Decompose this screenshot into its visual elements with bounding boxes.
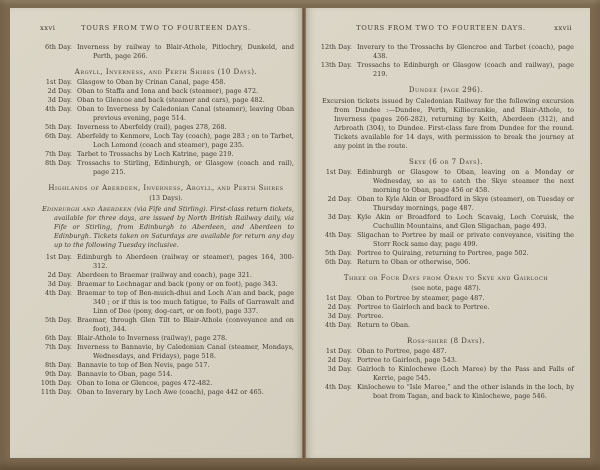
entry-text: Portree to Gairloch, page 543. [357, 356, 457, 364]
day-label: 3d Day. [327, 365, 352, 373]
day-label: 4th Day. [45, 289, 72, 297]
note-text: Excursion tickets issued by Caledonian Railway for the following excursion from Dundee :—Dundee, Perth, Killiecrankie, and Blair-Athole, to Inverness (pages 266-282), returning by Keith, Aberdeen (312), and Arbroath (304), to Dundee. First-class fare from Dundee for the round. Tickets available for 14 days, with permission to break the journey at any point in the route. [322, 97, 574, 150]
day-label: 6th Day. [45, 132, 72, 140]
itinerary-entry [38, 87, 294, 96]
section-heading: Skye (6 or 7 Days). [409, 158, 483, 166]
day-label: 5th Day. [45, 316, 72, 324]
day-label: 6th Day. [45, 43, 72, 51]
day-label: 3d Day. [47, 280, 72, 288]
page-body [38, 43, 294, 397]
tour-section [318, 274, 574, 330]
day-label: 9th Day. [45, 370, 72, 378]
day-label: 12th Day. [320, 43, 352, 51]
page-left [10, 8, 302, 458]
entry-text: Oban to Glencoe and back (steamer and cars), page 482. [77, 96, 265, 104]
itinerary-entry [318, 168, 574, 195]
itinerary-entry [38, 105, 294, 123]
note-lead: Edinburgh and Aberdeen [42, 205, 132, 213]
page-header [318, 24, 574, 34]
day-label: 4th Day. [325, 383, 352, 391]
entry-text: Inverness to Bannavie, by Caledonian Canal (steamer, Mondays, Wednesdays, and Fridays), page 518. [77, 343, 294, 360]
day-label: 4th Day. [325, 321, 352, 329]
entry-text: Glasgow to Oban by Crinan Canal, page 458. [77, 78, 226, 86]
day-label: 7th Day. [45, 343, 72, 351]
itinerary-entry [38, 343, 294, 361]
tour-section [318, 158, 574, 267]
itinerary-entry [38, 159, 294, 177]
day-label: 8th Day. [45, 159, 72, 167]
itinerary-entry [38, 361, 294, 370]
day-label: 8th Day. [45, 361, 72, 369]
itinerary-entry [38, 280, 294, 289]
itinerary-entry [318, 258, 574, 267]
itinerary-entry [318, 347, 574, 356]
day-label: 4th Day. [45, 105, 72, 113]
entry-text: Sligachan to Portree by mail or private conveyance, visiting the Storr Rock same day, page 499. [357, 231, 574, 248]
itinerary-entry [318, 231, 574, 249]
itinerary-entry [38, 96, 294, 105]
entry-text: Blair-Athole to Inverness (railway), page 278. [77, 334, 228, 342]
day-label: 11th Day. [40, 388, 72, 396]
entry-text: Braemar to top of Ben-muich-dhui and Loch A'an and back, page 340 ; or if this is too much fatigue, to Falls of Garrawalt and Linn of Dee (pony, dog-cart, or on foot), page 337. [77, 289, 294, 315]
entry-text: Kyle Akin or Broadford to Loch Scavaig, Loch Coruisk, the Cuchullin Mountains, and Glen Sligachan, page 493. [357, 213, 574, 230]
entry-text: Bannavie to top of Ben Nevis, page 517. [77, 361, 210, 369]
entry-text: Aberfeldy to Kenmore, Loch Tay (coach), page 283 ; on to Tarbet, Loch Lomond (coach and steamer), page 235. [77, 132, 294, 149]
day-label: 2d Day. [47, 271, 72, 279]
itinerary-entry [318, 61, 574, 79]
itinerary-entry [318, 195, 574, 213]
itinerary-entry [38, 150, 294, 159]
day-label: 3d Day. [47, 96, 72, 104]
running-title: TOURS FROM TWO TO FOURTEEN DAYS. [356, 24, 526, 32]
section-heading: Three or Four Days from Oban to Skye and Gairloch [343, 274, 549, 282]
entry-text: Tarbet to Trossachs by Loch Katrine, page 219. [77, 150, 234, 158]
section-subheading: (see note, page 487). [411, 284, 481, 292]
itinerary-entry [318, 356, 574, 365]
day-label: 10th Day. [40, 379, 72, 387]
section-subheading: (13 Days). [149, 194, 183, 202]
day-label: 1st Day. [325, 347, 352, 355]
tour-section [318, 43, 574, 79]
itinerary-entry [318, 303, 574, 312]
day-label: 1st Day. [325, 294, 352, 302]
itinerary-entry [38, 253, 294, 271]
itinerary-entry [38, 289, 294, 316]
entry-text: Portree to Gairloch and back to Portree. [357, 303, 490, 311]
section-heading: Argyll, Inverness, and Perth Shires (10 Days). [74, 68, 258, 76]
day-label: 6th Day. [45, 334, 72, 342]
entry-text: Return to Oban. [357, 321, 411, 329]
itinerary-entry [38, 334, 294, 343]
day-label: 2d Day. [327, 356, 352, 364]
itinerary-entry [318, 321, 574, 330]
running-title: TOURS FROM TWO TO FOURTEEN DAYS. [81, 24, 251, 32]
day-label: 2d Day. [327, 195, 352, 203]
day-label: 7th Day. [45, 150, 72, 158]
entry-text: Inverary to the Trossachs by Glencroe and Tarbet (coach), page 438. [357, 43, 574, 60]
itinerary-entry [38, 43, 294, 61]
entry-text: Trossachs to Edinburgh or Glasgow (coach and railway), page 219. [357, 61, 574, 78]
tour-section [318, 337, 574, 401]
section-note [322, 97, 574, 151]
entry-text: Portree to Quiraing, returning to Portree, page 502. [357, 249, 529, 257]
itinerary-entry [38, 316, 294, 334]
note-text: (via Fife and Stirling). First-class return tickets, available for three days, are issued by North British Railway daily, via Fife or Stirling, from Edinburgh to Aberdeen, and Aberdeen to Edinburgh. Tickets taken on Saturdays are available for return any day up to the following Tuesday inclusive. [54, 205, 294, 249]
entry-text: Trossachs to Stirling, Edinburgh, or Glasgow (coach and rail), page 215. [77, 159, 294, 176]
itinerary-entry [318, 249, 574, 258]
section-heading: Ross-shire (8 Days). [406, 337, 485, 345]
page-body [318, 43, 574, 401]
entry-text: Bannavie to Oban, page 514. [77, 370, 173, 378]
day-label: 6th Day. [325, 258, 352, 266]
itinerary-entry [318, 365, 574, 383]
itinerary-entry [38, 271, 294, 280]
section-heading: Highlands of Aberdeen, Inverness, Argyll, and Perth Shires [48, 184, 284, 192]
entry-text: Inverness by railway to Blair-Athole, Pitlochry, Dunkeld, and Perth, page 266. [77, 43, 294, 60]
section-heading: Dundee (page 296). [408, 86, 484, 94]
itinerary-entry [318, 312, 574, 321]
section-note [42, 205, 294, 250]
entry-text: Oban to Inverary by Loch Awe (coach), page 442 or 465. [77, 388, 264, 396]
itinerary-entry [318, 383, 574, 401]
day-label: 2d Day. [327, 303, 352, 311]
entry-text: Oban to Portree, page 487. [357, 347, 447, 355]
entry-text: Aberdeen to Braemar (railway and coach), page 321. [77, 271, 252, 279]
entry-text: Edinburgh to Aberdeen (railway or steamer), pages 164, 300-312. [77, 253, 294, 270]
folio-number: xxvii [554, 24, 572, 32]
entry-text: Gairloch to Kinlochewe (Loch Maree) by the Pass and Falls of Kerrie, page 545. [357, 365, 574, 382]
entry-text: Braemar, through Glen Tilt to Blair-Athole (conveyance and on foot), 344. [77, 316, 294, 333]
entry-text: Oban to Kyle Akin or Broadford in Skye (steamer), on Tuesday or Thursday mornings, page 487. [357, 195, 574, 212]
day-label: 1st Day. [45, 253, 72, 261]
entry-text: Portree. [357, 312, 384, 320]
book-spread [10, 8, 590, 458]
itinerary-entry [38, 379, 294, 388]
itinerary-entry [38, 123, 294, 132]
page-header [38, 24, 294, 34]
day-label: 1st Day. [325, 168, 352, 176]
tour-section [38, 184, 294, 397]
entry-text: Oban to Iona or Glencoe, pages 472-482. [77, 379, 213, 387]
entry-text: Oban to Inverness by Caledonian Canal (steamer), leaving Oban previous evening, page 514. [77, 105, 294, 122]
entry-text: Edinburgh or Glasgow to Oban, leaving on a Monday or Wednesday, so as to catch the Skye steamer the next morning to Oban, page 456 or 458. [357, 168, 574, 194]
entry-text: Kinlochewe to “Isle Maree,” and the other islands in the loch, by boat from Tagan, and back to Kinlochewe, page 546. [357, 383, 574, 400]
day-label: 4th Day. [325, 231, 352, 239]
entry-text: Inverness to Aberfeldy (rail), pages 278, 268. [77, 123, 227, 131]
itinerary-entry [38, 388, 294, 397]
entry-text: Oban to Portree by steamer, page 487. [357, 294, 485, 302]
day-label: 5th Day. [325, 249, 352, 257]
entry-text: Oban to Staffa and Iona and back (steamer), page 472. [77, 87, 259, 95]
tour-section [318, 86, 574, 151]
itinerary-entry [318, 294, 574, 303]
tour-section [38, 43, 294, 61]
itinerary-entry [38, 78, 294, 87]
day-label: 2d Day. [47, 87, 72, 95]
day-label: 13th Day. [320, 61, 352, 69]
day-label: 3d Day. [327, 312, 352, 320]
itinerary-entry [318, 213, 574, 231]
entry-text: Return to Oban or otherwise, 506. [357, 258, 471, 266]
entry-text: Braemar to Lochnagar and back (pony or on foot), page 343. [77, 280, 278, 288]
day-label: 5th Day. [45, 123, 72, 131]
folio-number: xxvi [40, 24, 56, 32]
itinerary-entry [318, 43, 574, 61]
day-label: 3d Day. [327, 213, 352, 221]
itinerary-entry [38, 132, 294, 150]
page-right [306, 8, 590, 458]
day-label: 1st Day. [45, 78, 72, 86]
itinerary-entry [38, 370, 294, 379]
tour-section [38, 68, 294, 177]
